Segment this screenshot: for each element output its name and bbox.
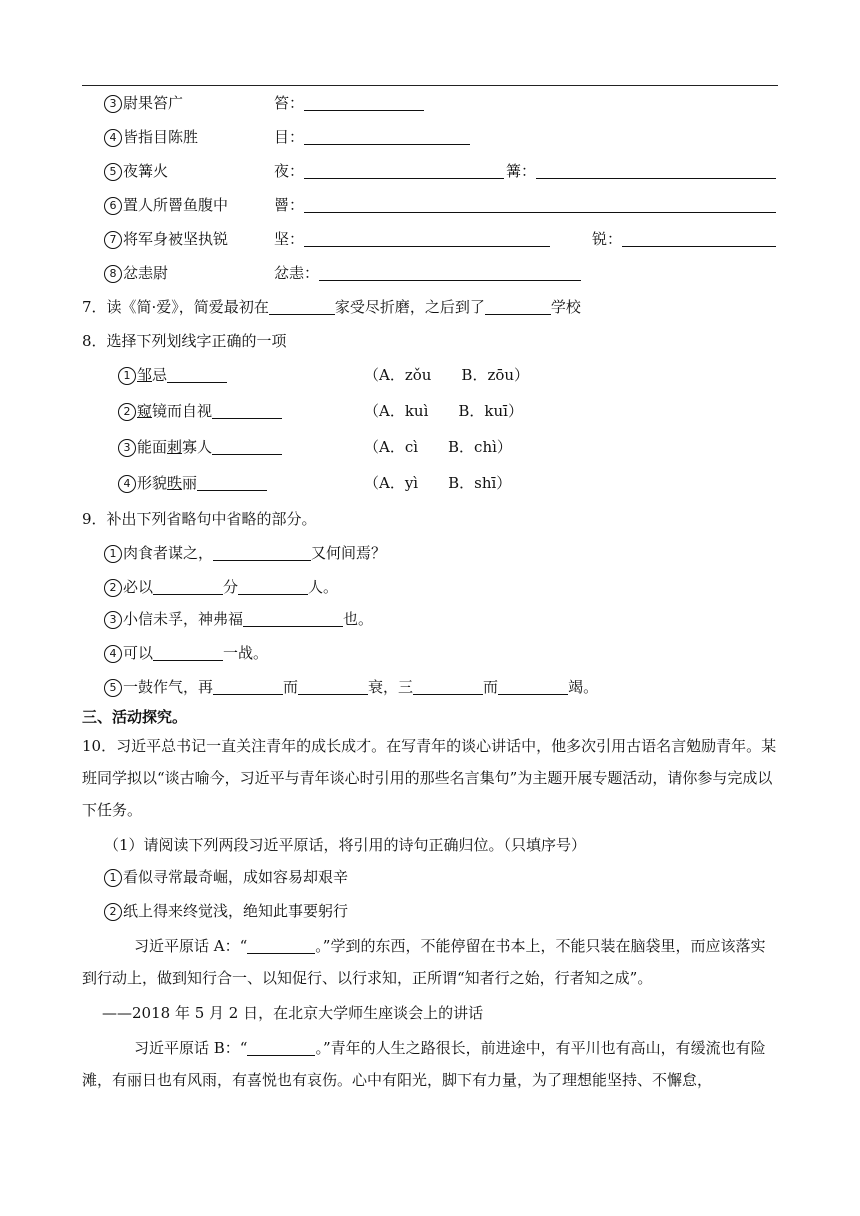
answer-blank[interactable] — [212, 402, 282, 419]
answer-blank[interactable] — [304, 196, 776, 213]
answer-blank[interactable] — [247, 1039, 315, 1056]
q6-item-5: 5 夜篝火 夜： 篝： — [82, 160, 782, 182]
circled-number: 4 — [104, 129, 122, 147]
q8-item-3: 3 能面刺寡人 （A．cì B．chì） — [82, 436, 782, 458]
answer-blank[interactable] — [212, 438, 282, 455]
answer-blank[interactable] — [498, 678, 568, 695]
answer-blank[interactable] — [167, 366, 227, 383]
circled-number: 5 — [104, 163, 122, 181]
answer-blank[interactable] — [153, 644, 223, 661]
q6-item-4: 4 皆指目陈胜 目： — [82, 126, 782, 148]
section-heading: 三、活动探究。 — [82, 708, 188, 726]
circled-number: 2 — [104, 903, 122, 921]
question-10-intro: 10．习近平总书记一直关注青年的成长成才。在写青年的谈心讲话中，他多次引用古语名言勉励青年。某班同学拟以“谈古喻今，习近平与青年谈心时引用的那些名言集句”为主题开展专题活动，请你参与完成以下任务。 — [82, 737, 777, 819]
q6-item-8: 8 忿恚尉 忿恚： — [82, 262, 782, 284]
circled-number: 1 — [104, 545, 122, 563]
q9-item-4: 4 可以 一战。 — [82, 642, 782, 664]
answer-blank[interactable] — [304, 94, 424, 111]
answer-blank[interactable] — [153, 578, 223, 595]
answer-blank[interactable] — [298, 678, 368, 695]
circled-number: 4 — [118, 475, 136, 493]
q10-subquestion-1: （1）请阅读下列两段习近平原话，将引用的诗句正确归位。（只填序号） — [104, 836, 587, 854]
answer-blank[interactable] — [319, 264, 581, 281]
circled-number: 2 — [104, 579, 122, 597]
circled-number: 1 — [118, 367, 136, 385]
quote-a-source: ——2018 年 5 月 2 日，在北京大学师生座谈会上的讲话 — [102, 1004, 484, 1022]
q9-item-5: 5 一鼓作气，再 而 衰，三 而 竭。 — [82, 676, 782, 698]
circled-number: 3 — [104, 95, 122, 113]
answer-blank[interactable] — [622, 230, 776, 247]
answer-blank[interactable] — [304, 230, 550, 247]
answer-blank[interactable] — [238, 578, 308, 595]
answer-blank[interactable] — [243, 610, 343, 627]
circled-number: 6 — [104, 197, 122, 215]
q6-item-7: 7 将军身被坚执锐 坚： 锐： — [82, 228, 782, 250]
answer-blank[interactable] — [247, 937, 315, 954]
q9-item-1: 1 肉食者谋之， 又何间焉？ — [82, 542, 782, 564]
q9-item-2: 2 必以 分 人。 — [82, 576, 782, 598]
quote-b: 习近平原话 B：“ 。”青年的人生之路很长，前进途中，有平川也有高山，有缓流也有险滩，有丽日也有风雨，有喜悦也有哀伤。心中有阳光，脚下有力量，为了理想能坚持、不懈怠， — [82, 1039, 766, 1089]
question-8-title: 8．选择下列划线字正确的一项 — [82, 332, 287, 350]
q8-item-4: 4 形貌昳丽 （A．yì B．shī） — [82, 472, 782, 494]
circled-number: 3 — [104, 611, 122, 629]
answer-blank[interactable] — [413, 678, 483, 695]
quote-a: 习近平原话 A：“ 。”学到的东西，不能停留在书本上，不能只装在脑袋里，而应该落实到行动上，做到知行合一、以知促行、以行求知，正所谓“知者行之始，行者知之成”。 — [82, 937, 766, 987]
circled-number: 5 — [104, 679, 122, 697]
question-9-title: 9．补出下列省略句中省略的部分。 — [82, 510, 317, 528]
answer-blank[interactable] — [213, 544, 311, 561]
answer-blank[interactable] — [197, 474, 267, 491]
answer-blank[interactable] — [536, 162, 776, 179]
circled-number: 1 — [104, 869, 122, 887]
answer-blank[interactable] — [304, 162, 504, 179]
answer-blank[interactable] — [485, 298, 551, 315]
q9-item-3: 3 小信未孚，神弗福 也。 — [82, 608, 782, 630]
circled-number: 7 — [104, 231, 122, 249]
q6-item-6: 6 置人所罾鱼腹中 罾： — [82, 194, 782, 216]
q8-item-1: 1 邹忌 （A．zǒu B．zōu） — [82, 364, 782, 386]
answer-blank[interactable] — [269, 298, 335, 315]
circled-number: 2 — [118, 403, 136, 421]
question-7: 7．读《简·爱》，简爱最初在 家受尽折磨，之后到了 学校 — [82, 298, 581, 316]
circled-number: 8 — [104, 265, 122, 283]
answer-blank[interactable] — [304, 128, 470, 145]
q8-item-2: 2 窥镜而自视 （A．kuì B．kuī） — [82, 400, 782, 422]
q10-option-1: 1 看似寻常最奇崛，成如容易却艰辛 — [82, 866, 782, 888]
answer-blank[interactable] — [213, 678, 283, 695]
q10-option-2: 2 纸上得来终觉浅，绝知此事要躬行 — [82, 900, 782, 922]
circled-number: 3 — [118, 439, 136, 457]
header-rule — [82, 85, 778, 86]
q6-item-3: 3 尉果笞广 笞： — [82, 92, 782, 114]
circled-number: 4 — [104, 645, 122, 663]
